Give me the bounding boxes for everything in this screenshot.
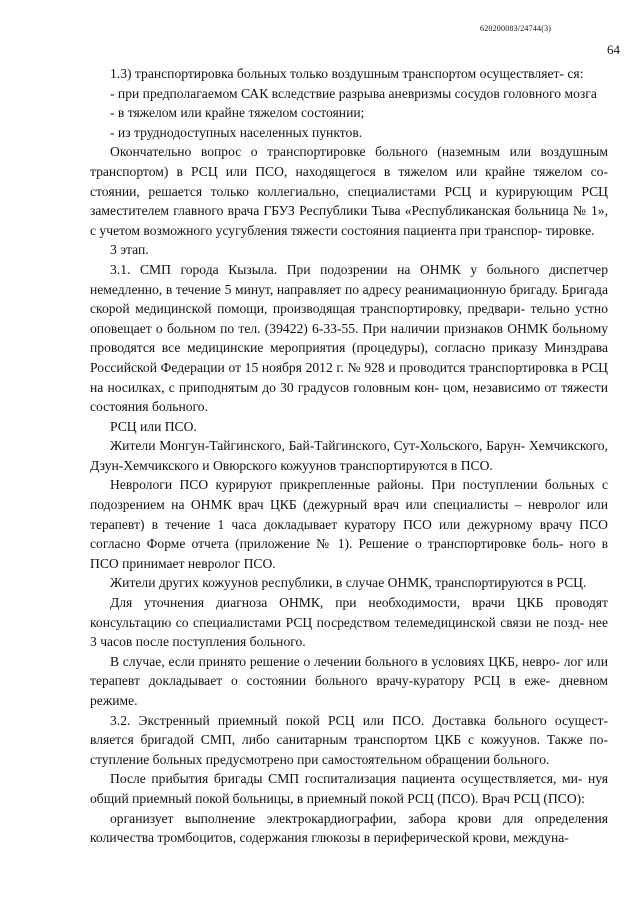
paragraph: Для уточнения диагноза ОНМК, при необходимости, врачи ЦКБ проводят консультацию со специалистами РСЦ посредством телемедицинской связи не позд- нее 3 часов после поступления больного. <box>90 595 608 650</box>
paragraph: Окончательно вопрос о транспортировке больного (наземным или воздушным транспортом) в РСЦ или ПСО, находящегося в тяжелом или крайне тяжелом со- стоянии, решается только коллегиально, специалистами РСЦ и курирующим РСЦ заместителем главного врача ГБУЗ Республики Тыва «Республиканская больница № 1», с учетом возможного усугубления тяжести состояния пациента при транспор- тировке. <box>90 144 608 238</box>
paragraph: организует выполнение электрокардиографии, забора крови для определения количества тромбоцитов, содержания глюкозы в периферической крови, междуна- <box>90 810 608 846</box>
paragraph: Жители других кожуунов республики, в случае ОНМК, транспортируются в РСЦ. <box>110 575 587 591</box>
list-item: - из труднодоступных населенных пунктов. <box>110 124 363 140</box>
paragraph: 1.3) транспортировка больных только воздушным транспортом осуществляет- ся: <box>110 66 584 81</box>
list-item: - при предполагаемом САК вследствие разрыва аневризмы сосудов головного мозга <box>110 85 597 101</box>
document-body <box>90 64 608 848</box>
stage-heading: 3 этап. <box>110 242 149 258</box>
paragraph: Неврологи ПСО курируют прикрепленные районы. При поступлении больных с подозрением на ОНМК врач ЦКБ (дежурный врач или специалисты – невролог или терапевт) в течение 1 часа докладывает куратору ПСО или дежурному врачу ПСО согласно Форме отчета (приложение № 1). Решение о транспортировке боль- ного в ПСО принимает невролог ПСО. <box>90 477 608 571</box>
paragraph: 3.1. СМП города Кызыла. При подозрении на ОНМК у больного диспетчер немедленно, в течение 5 минут, направляет по адресу реанимационную бригаду. Бригада скорой медицинской помощи, производящая транспортировку, предвари- тельно устно оповещает о больном по тел. (39422) 6-33-55. При наличии признаков ОНМК больному проводятся все медицинские мероприятия (процедуры), согласно приказу Минздрава Российской Федерации от 15 ноября 2012 г. № 928 и проводится транспортировка в РСЦ на носилках, с приподнятым до 30 градусов головным кон- цом, независимо от тяжести состояния больного. <box>90 261 608 415</box>
document-id: 620200083/24744(3) <box>480 24 552 33</box>
paragraph: В случае, если принято решение о лечении больного в условиях ЦКБ, невро- лог или терапевт докладывает о состоянии больного врачу-куратору РСЦ в еже- дневном режиме. <box>90 653 608 708</box>
section-heading: РСЦ или ПСО. <box>110 418 197 434</box>
list-item: - в тяжелом или крайне тяжелом состоянии; <box>110 105 365 121</box>
page-number: 64 <box>607 42 620 57</box>
paragraph: 3.2. Экстренный приемный покой РСЦ или ПСО. Доставка больного осущест- вляется бригадой СМП, либо санитарным транспортом ЦКБ с кожуунов. Также по- ступление больных предусмотрено при самостоятельном обращении больного. <box>90 712 608 767</box>
paragraph: После прибытия бригады СМП госпитализация пациента осуществляется, ми- нуя общий приемный покой больницы, в приемный покой РСЦ (ПСО). Врач РСЦ (ПСО): <box>90 771 608 806</box>
paragraph: Жители Монгун-Тайгинского, Бай-Тайгинского, Сут-Хольского, Барун- Хемчикского, Дзун-Хемчикского и Овюрского кожуунов транспортируются в ПСО. <box>90 438 608 473</box>
